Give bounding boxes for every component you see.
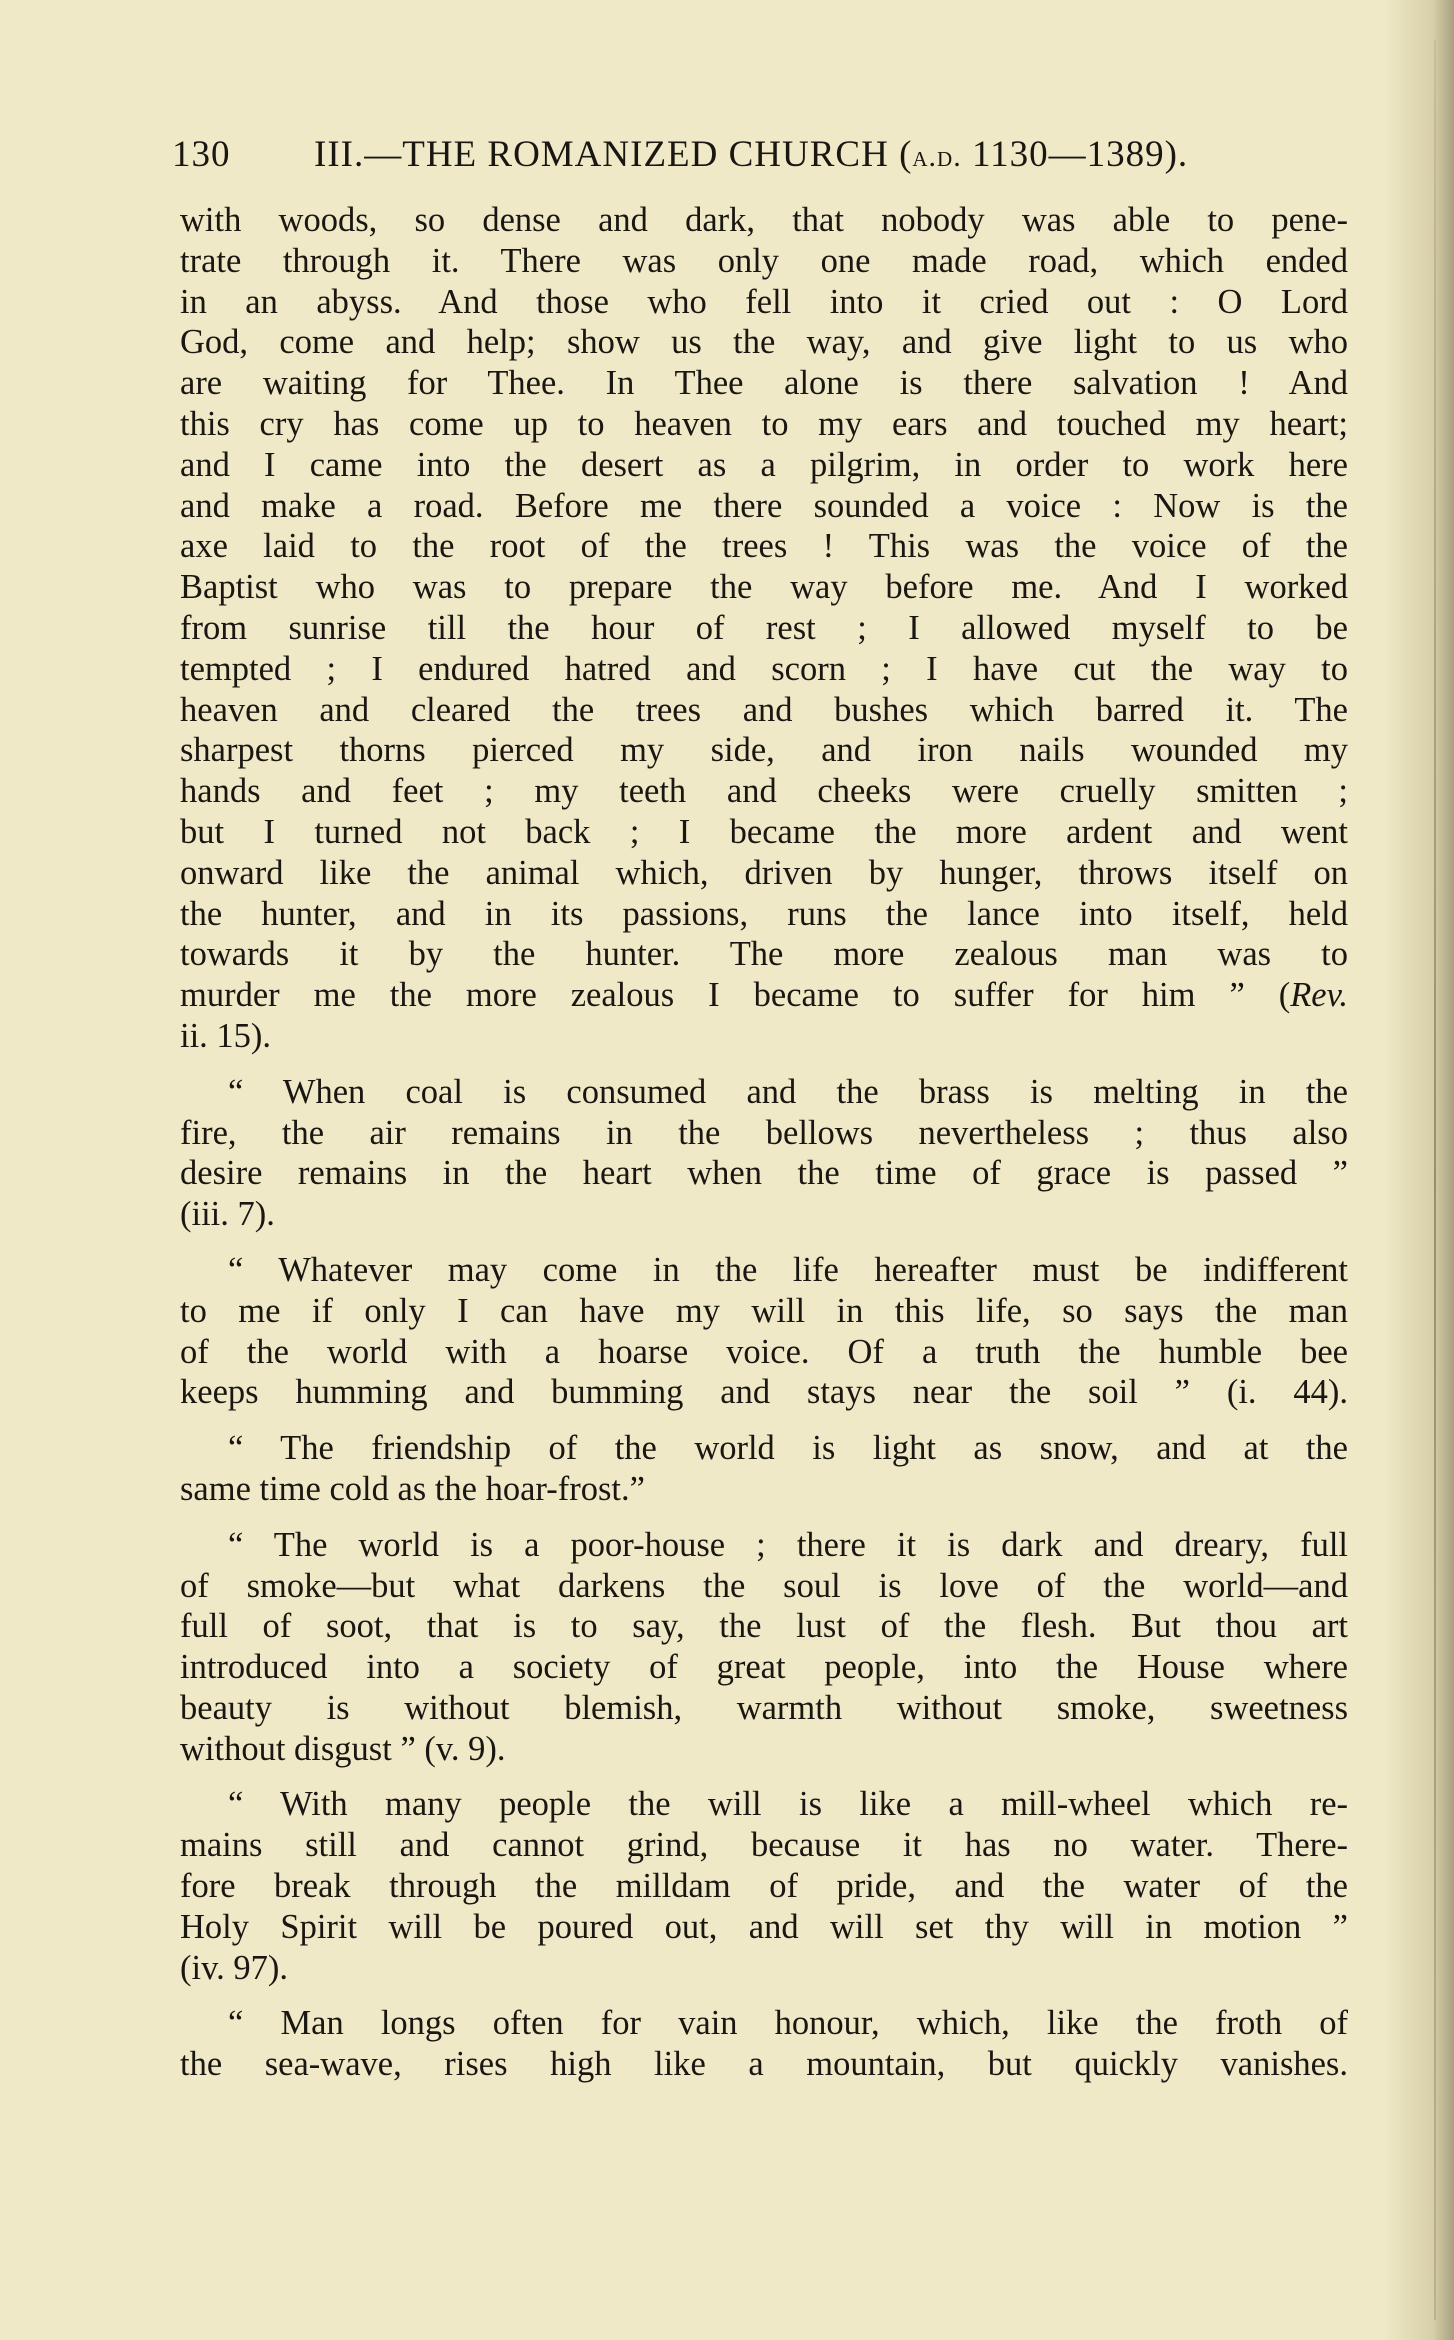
text-line: beauty is without blemish, warmth without smoke, sweetness bbox=[180, 1688, 1348, 1727]
text-line: fire, the air remains in the bellows nevertheless ; thus also bbox=[180, 1113, 1348, 1152]
text-line: God, come and help; show us the way, and give light to us who bbox=[180, 323, 1348, 362]
text-line: fore break through the milldam of pride, and the water of the bbox=[180, 1867, 1348, 1906]
quote-paragraph bbox=[180, 1525, 1348, 1770]
text-line: keeps humming and bumming and stays near the soil ” (i. 44). bbox=[180, 1373, 1348, 1412]
text-line: (iv. 97). bbox=[180, 1948, 288, 1987]
quote-paragraph bbox=[180, 1428, 1348, 1510]
text-line: onward like the animal which, driven by hunger, throws itself on bbox=[180, 853, 1348, 892]
quote-paragraph bbox=[180, 1784, 1348, 1988]
text-line: and make a road. Before me there sounded a voice : Now is the bbox=[180, 486, 1348, 525]
text-line: and I came into the desert as a pilgrim, in order to work here bbox=[180, 445, 1348, 484]
paragraph-continued bbox=[180, 200, 1348, 1057]
page-number: 130 bbox=[172, 134, 231, 175]
text-line: of the world with a hoarse voice. Of a truth the humble bee bbox=[180, 1332, 1348, 1371]
text-line: in an abyss. And those who fell into it cried out : O Lord bbox=[180, 282, 1348, 321]
page-edge-shadow bbox=[1434, 40, 1436, 2320]
text-line: from sunrise till the hour of rest ; I allowed myself to be bbox=[180, 608, 1348, 647]
body-text bbox=[180, 200, 1348, 2085]
text-line: (iii. 7). bbox=[180, 1195, 275, 1234]
era-abbreviation: a.d. bbox=[912, 140, 962, 173]
text-line: “ The world is a poor-house ; there it is dark and dreary, full bbox=[228, 1525, 1348, 1564]
text-line: tempted ; I endured hatred and scorn ; I have cut the way to bbox=[180, 649, 1348, 688]
text-line: the hunter, and in its passions, runs the lance into itself, held bbox=[180, 894, 1348, 933]
running-head bbox=[172, 133, 1362, 181]
text-line: same time cold as the hoar-frost.” bbox=[180, 1469, 645, 1508]
text-line: “ When coal is consumed and the brass is melting in the bbox=[228, 1072, 1348, 1111]
text-line: the sea-wave, rises high like a mountain, but quickly vanishes. bbox=[180, 2045, 1348, 2084]
text-line: Baptist who was to prepare the way before me. And I worked bbox=[180, 568, 1348, 607]
text-line: this cry has come up to heaven to my ears and touched my heart; bbox=[180, 404, 1348, 443]
quote-paragraph bbox=[180, 1072, 1348, 1235]
text-line: “ Whatever may come in the life hereafter must be indifferent bbox=[228, 1250, 1348, 1289]
text-line: introduced into a society of great people, into the House where bbox=[180, 1648, 1348, 1687]
text-line: ii. 15). bbox=[180, 1016, 272, 1055]
text-line: murder me the more zealous I became to suffer for him ” (Rev. bbox=[180, 976, 1348, 1015]
text-line: of smoke—but what darkens the soul is love of the world—and bbox=[180, 1566, 1348, 1605]
quote-paragraph bbox=[180, 2003, 1348, 2085]
text-line: mains still and cannot grind, because it has no water. There- bbox=[180, 1826, 1348, 1865]
text-line: trate through it. There was only one made road, which ended bbox=[180, 241, 1348, 280]
section-title: III.—THE ROMANIZED CHURCH ( bbox=[314, 134, 913, 175]
text-line: towards it by the hunter. The more zealous man was to bbox=[180, 935, 1348, 974]
text-line: “ The friendship of the world is light as snow, and at the bbox=[228, 1429, 1348, 1468]
text-line: to me if only I can have my will in this life, so says the man bbox=[180, 1291, 1348, 1330]
text-line: “ Man longs often for vain honour, which, like the froth of bbox=[228, 2004, 1348, 2043]
text-line: axe laid to the root of the trees ! This was the voice of the bbox=[180, 527, 1348, 566]
text-line: full of soot, that is to say, the lust of the flesh. But thou art bbox=[180, 1607, 1348, 1646]
text-line: Holy Spirit will be poured out, and will set thy will in motion ” bbox=[180, 1907, 1348, 1946]
text-line: sharpest thorns pierced my side, and iron nails wounded my bbox=[180, 731, 1348, 770]
quote-paragraph bbox=[180, 1250, 1348, 1413]
text-line: “ With many people the will is like a mill-wheel which re- bbox=[228, 1785, 1348, 1824]
text-line: are waiting for Thee. In Thee alone is there salvation ! And bbox=[180, 364, 1348, 403]
text-line: with woods, so dense and dark, that nobody was able to pene- bbox=[180, 201, 1348, 239]
text-line: heaven and cleared the trees and bushes which barred it. The bbox=[180, 690, 1348, 729]
year-range: 1130—1389). bbox=[961, 134, 1189, 175]
text-line: hands and feet ; my teeth and cheeks were cruelly smitten ; bbox=[180, 772, 1348, 811]
text-line: but I turned not back ; I became the more ardent and went bbox=[180, 812, 1348, 851]
text-line: without disgust ” (v. 9). bbox=[180, 1729, 506, 1768]
text-line: desire remains in the heart when the time of grace is passed ” bbox=[180, 1154, 1348, 1193]
